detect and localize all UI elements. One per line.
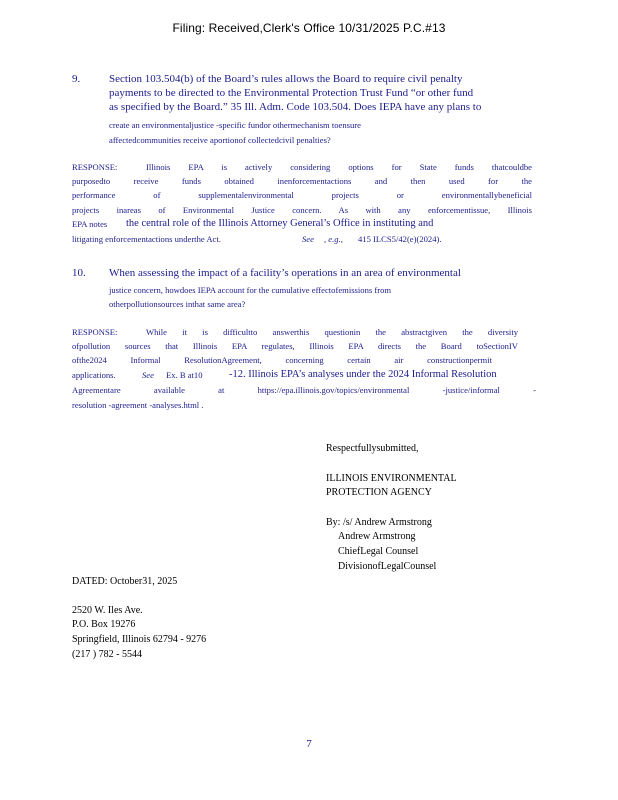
- response-line: purposedto receive funds obtained inenforcementactions and then used for the: [72, 176, 532, 186]
- response-line: litigating enforcementactions underthe Act.: [72, 234, 221, 244]
- address-line: 2520 W. Iles Ave.: [72, 605, 143, 616]
- response-text: EPA notes: [72, 219, 108, 229]
- question-line: Section 103.504(b) of the Board’s rules allows the Board to require civil penalty: [109, 73, 463, 85]
- response-line: projects inareas of Environmental Justice concern. As with any enforcementissue, Illinois: [72, 205, 532, 215]
- citation-eg: , e.g.,: [324, 234, 343, 244]
- response-line: performance of supplementalenvironmental projects or environmentallybeneficial: [72, 190, 532, 200]
- dated-line: DATED: October31, 2025: [72, 576, 178, 587]
- signer-division: DivisionofLegalCounsel: [338, 561, 437, 572]
- organization-name: PROTECTION AGENCY: [326, 487, 432, 498]
- response-label: RESPONSE:: [72, 327, 118, 337]
- response-line: Agreementare available at https://epa.illinois.gov/topics/environmental -justice/informal -: [72, 385, 536, 395]
- phone-number: (217 ) 782 - 5544: [72, 649, 142, 660]
- citation-see: See: [142, 370, 154, 380]
- response-line: -12. Illinois EPA’s analyses under the 2024 Informal Resolution: [229, 369, 497, 380]
- response-line: resolution -agreement -analyses.html .: [72, 400, 204, 410]
- response-line: the central role of the Illinois Attorney General’s Office in instituting and: [126, 218, 434, 229]
- question-line: payments to be directed to the Environmental Protection Trust Fund “or other fund: [109, 87, 474, 99]
- response-label: RESPONSE:: [72, 162, 118, 172]
- question-line: affectedcommunities receive aportionof collectedcivil penalties?: [109, 135, 331, 145]
- organization-name: ILLINOIS ENVIRONMENTAL: [326, 473, 457, 484]
- filing-header: Filing: Received,Clerk's Office 10/31/2025 P.C.#13: [172, 21, 446, 35]
- signer-name: Andrew Armstrong: [338, 531, 416, 542]
- response-line: While it is difficultto answerthis questionin the abstractgiven the diversity: [146, 327, 518, 337]
- address-line: Springfield, Illinois 62794 - 9276: [72, 634, 207, 645]
- question-line: justice concern, howdoes IEPA account for the cumulative effectofemissions from: [109, 285, 392, 295]
- question-line: When assessing the impact of a facility’s operations in an area of environmental: [109, 267, 461, 279]
- signer-title: ChiefLegal Counsel: [338, 546, 419, 557]
- response-line: ofthe2024 Informal ResolutionAgreement, concerning certain air constructionpermit: [72, 355, 492, 365]
- question-number: 10.: [72, 267, 86, 279]
- question-line: create an environmentaljustice -specific fundor othermechanism toensure: [109, 120, 361, 130]
- question-line: otherpollutionsources inthat same area?: [109, 299, 246, 309]
- citation-see: See: [302, 234, 314, 244]
- response-line: applications.: [72, 370, 116, 380]
- page-number: 7: [306, 738, 312, 750]
- closing: Respectfullysubmitted,: [326, 443, 419, 454]
- question-line: as specified by the Board.” 35 Ill. Adm. Code 103.504. Does IEPA have any plans to: [109, 101, 482, 113]
- citation-exhibit: Ex. B at10: [166, 370, 203, 380]
- address-line: P.O. Box 19276: [72, 619, 136, 630]
- question-number: 9.: [72, 73, 81, 85]
- signature-line: By: /s/ Andrew Armstrong: [326, 517, 432, 528]
- citation-statute: 415 ILCS5/42(e)(2024).: [358, 234, 442, 244]
- response-line: Illinois EPA is actively considering options for State funds thatcouldbe: [146, 162, 532, 172]
- response-line: ofpollution sources that Illinois EPA regulates, Illinois EPA directs the Board toSectionIV: [72, 341, 518, 351]
